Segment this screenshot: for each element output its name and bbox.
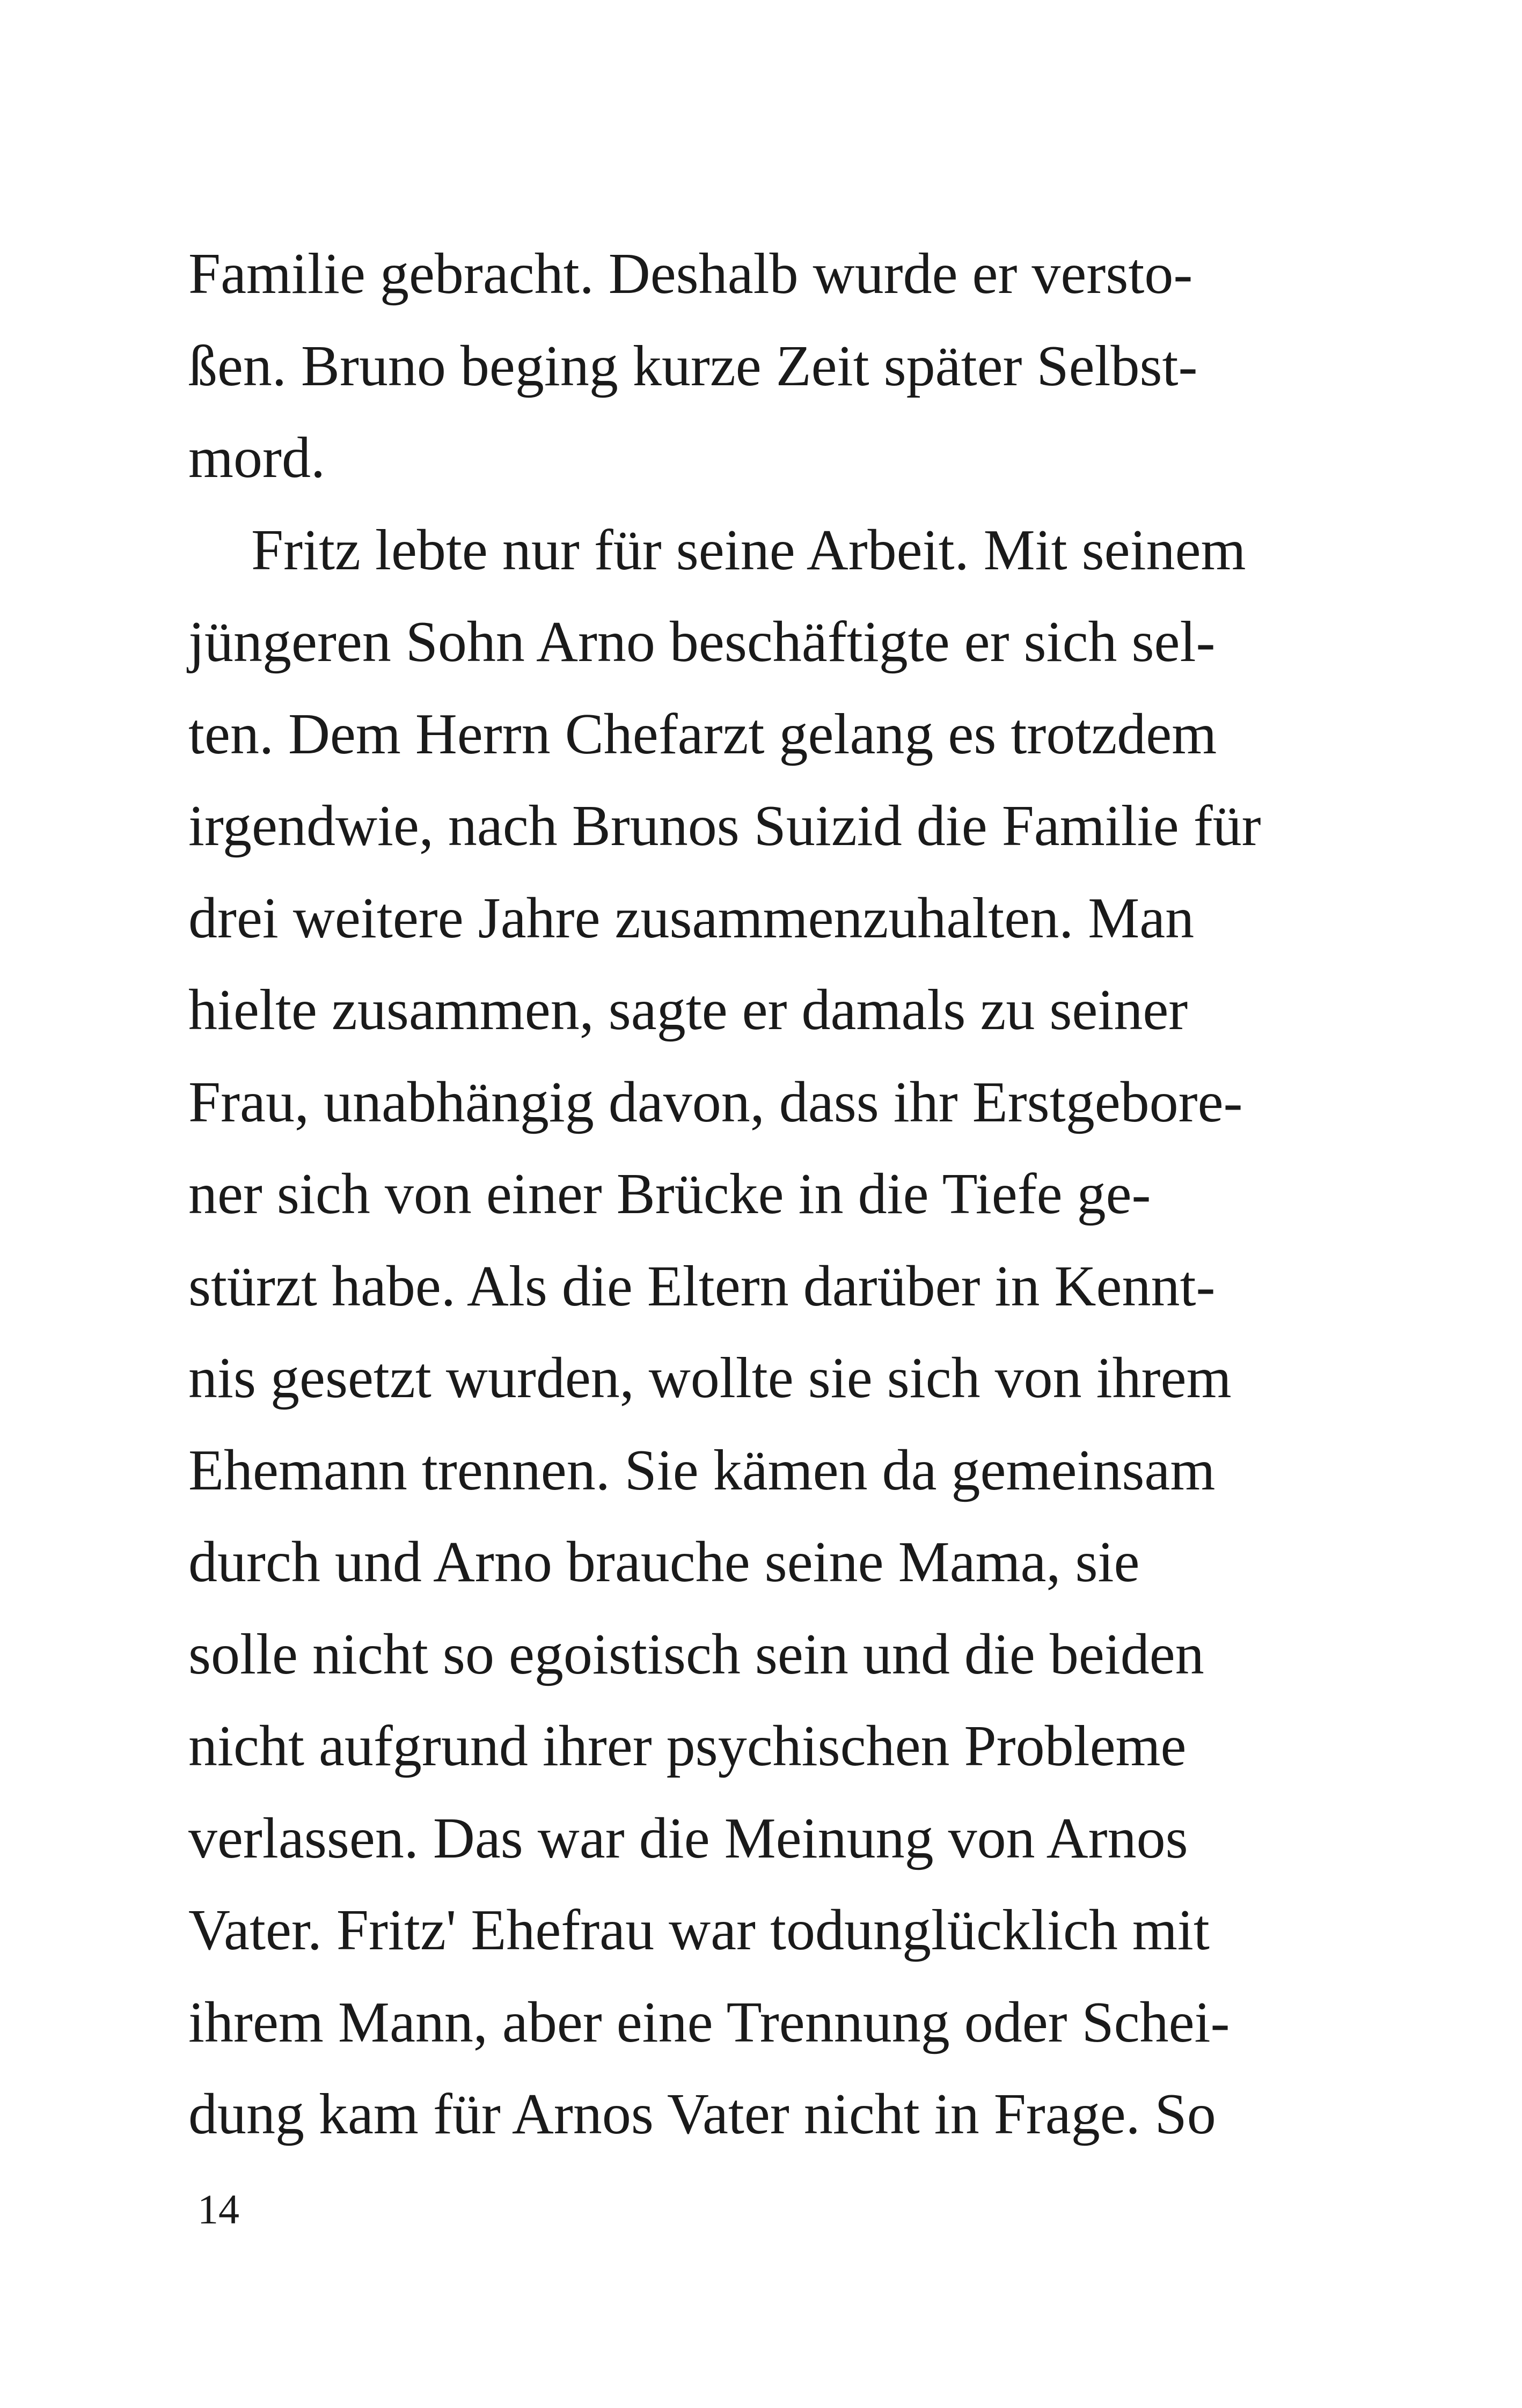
- text-line: solle nicht so egoistisch sein und die beiden: [188, 1622, 1204, 1686]
- body-text: [188, 228, 1342, 2161]
- text-line: jüngeren Sohn Arno beschäftigte er sich sel-: [188, 610, 1216, 674]
- text-line: ten. Dem Herrn Chefarzt gelang es trotzdem: [188, 702, 1217, 766]
- text-line: stürzt habe. Als die Eltern darüber in Kennt-: [188, 1254, 1216, 1318]
- text-line: Vater. Fritz' Ehefrau war todunglücklich mit: [188, 1898, 1210, 1962]
- page-number: 14: [197, 2186, 239, 2233]
- text-line: ihrem Mann, aber eine Trennung oder Schei-: [188, 1990, 1230, 2054]
- text-line-paragraph-start: Fritz lebte nur für seine Arbeit. Mit seinem: [251, 518, 1246, 582]
- text-line: drei weitere Jahre zusammenzuhalten. Man: [188, 886, 1195, 950]
- text-line: Ehemann trennen. Sie kämen da gemeinsam: [188, 1438, 1216, 1502]
- text-line: ner sich von einer Brücke in die Tiefe ge-: [188, 1162, 1151, 1226]
- text-line: dung kam für Arnos Vater nicht in Frage. So: [188, 2082, 1216, 2146]
- text-line: hielte zusammen, sagte er damals zu seiner: [188, 978, 1188, 1042]
- text-line: Familie gebracht. Deshalb wurde er versto-: [188, 242, 1193, 306]
- text-line: durch und Arno brauche seine Mama, sie: [188, 1530, 1140, 1594]
- text-line: nis gesetzt wurden, wollte sie sich von ihrem: [188, 1346, 1232, 1410]
- text-line: mord.: [188, 426, 325, 490]
- text-line: verlassen. Das war die Meinung von Arnos: [188, 1806, 1188, 1870]
- text-line: nicht aufgrund ihrer psychischen Probleme: [188, 1714, 1187, 1778]
- text-line: Frau, unabhängig davon, dass ihr Erstgebore-: [188, 1070, 1243, 1134]
- text-line: irgendwie, nach Brunos Suizid die Familie für: [188, 794, 1261, 858]
- text-line: ßen. Bruno beging kurze Zeit später Selbst-: [188, 334, 1198, 398]
